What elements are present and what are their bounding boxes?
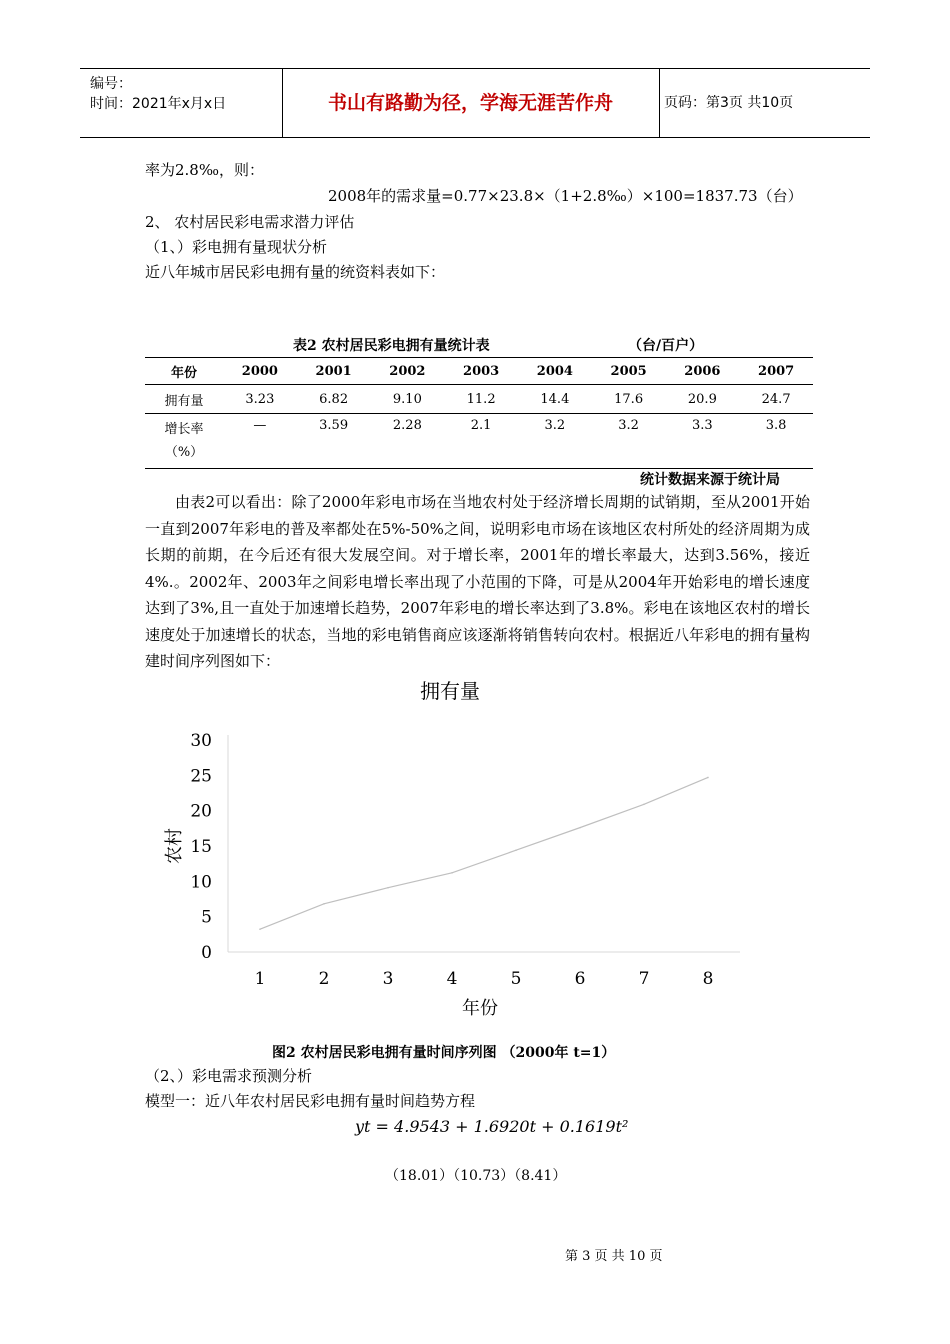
table-cell: 3.2 <box>518 414 592 469</box>
table-cell: 2.1 <box>444 414 518 469</box>
chart-title: 拥有量 <box>420 679 480 703</box>
chart-y-label: 农村 <box>164 828 185 864</box>
chart-x-ticks <box>255 969 714 989</box>
y-tick-label: 30 <box>190 731 212 751</box>
table-header-cell: 2000 <box>223 358 297 385</box>
sub-heading-2: （2、）彩电需求预测分析 <box>145 1067 313 1085</box>
data-point <box>259 928 261 930</box>
table-cell: 3.3 <box>666 414 740 469</box>
motto: 书山有路勤为径，学海无涯苦作舟 <box>282 69 660 137</box>
table-cell: — <box>223 414 297 469</box>
page-info: 页码：第3页 共10页 <box>664 95 794 111</box>
y-tick-label: 20 <box>190 801 212 822</box>
y-tick-label: 10 <box>190 872 212 893</box>
x-tick-label: 4 <box>446 969 458 989</box>
table-cell: 2.28 <box>371 414 445 469</box>
trend-equation: yt = 4.9543 + 1.6920t + 0.1619t² <box>355 1117 629 1136</box>
table-title: 表2 农村居民彩电拥有量统计表 <box>293 338 490 354</box>
table-row <box>145 414 813 469</box>
row-label-line: （%） <box>164 445 204 460</box>
t-statistics: （18.01）（10.73）（8.41） <box>385 1168 567 1184</box>
chart-x-label: 年份 <box>462 998 498 1019</box>
table-row <box>145 385 813 414</box>
formula-line: 2008年的需求量=0.77×23.8×（1+2.8‰）×100=1837.73（台） <box>328 187 803 205</box>
chart-y-ticks <box>190 731 212 963</box>
ownership-table <box>145 357 813 469</box>
data-point <box>707 777 709 779</box>
data-point <box>515 849 517 851</box>
chart-axes <box>228 735 740 952</box>
table-cell: 24.7 <box>739 385 813 414</box>
chart-series <box>259 777 709 930</box>
row-label-line: 增长率 <box>164 422 204 437</box>
table-cell: 3.23 <box>223 385 297 414</box>
table-source: 统计数据来源于统计局 <box>640 472 780 488</box>
data-point <box>323 903 325 905</box>
model-text: 模型一：近八年农村居民彩电拥有量时间趋势方程 <box>145 1092 476 1110</box>
table-cell: 20.9 <box>666 385 740 414</box>
text-line-1: 率为2.8‰，则： <box>145 161 264 179</box>
table-cell: 3.2 <box>592 414 666 469</box>
table-cell: 6.82 <box>297 385 371 414</box>
table-header-cell: 2004 <box>518 358 592 385</box>
page-footer: 第 3 页 共 10 页 <box>565 1249 663 1264</box>
table-cell: 11.2 <box>444 385 518 414</box>
table-unit: （台/百户） <box>628 338 704 354</box>
number-label: 编号： <box>90 76 132 92</box>
table-header-cell: 2002 <box>371 358 445 385</box>
time-label: 时间：2021年x月x日 <box>90 96 227 112</box>
intro-text: 近八年城市居民彩电拥有量的统资料表如下： <box>145 263 446 281</box>
x-tick-label: 2 <box>318 969 330 989</box>
series-line <box>260 777 708 929</box>
table-cell: 3.8 <box>739 414 813 469</box>
x-tick-label: 6 <box>574 969 586 989</box>
data-point <box>579 827 581 829</box>
table-header-row <box>145 358 813 385</box>
table-header-cell: 2003 <box>444 358 518 385</box>
table-header-cell: 2001 <box>297 358 371 385</box>
x-tick-label: 7 <box>638 969 650 989</box>
data-point <box>387 887 389 889</box>
sub-heading-1: （1、）彩电拥有量现状分析 <box>145 238 328 256</box>
y-tick-label: 0 <box>201 943 212 963</box>
x-tick-label: 3 <box>382 969 394 989</box>
row-label: 拥有量 <box>145 385 223 414</box>
table-cell: 17.6 <box>592 385 666 414</box>
x-tick-label: 1 <box>254 969 266 989</box>
table-cell: 3.59 <box>297 414 371 469</box>
y-tick-label: 15 <box>190 837 212 857</box>
section-heading: 2、 农村居民彩电需求潜力评估 <box>145 213 355 231</box>
y-tick-label: 25 <box>190 766 212 787</box>
data-point <box>643 804 645 806</box>
table-cell: 14.4 <box>518 385 592 414</box>
header-meta <box>80 69 283 137</box>
page-header <box>80 68 870 138</box>
table-header-cell: 2005 <box>592 358 666 385</box>
table-header-cell: 2006 <box>666 358 740 385</box>
y-tick-label: 5 <box>201 907 212 928</box>
x-tick-label: 8 <box>702 969 714 989</box>
analysis-paragraph: 由表2可以看出：除了2000年彩电市场在当地农村处于经济增长周期的试销期，至从2001开始一直到2007年彩电的普及率都处在5%-50%之间，说明彩电市场在该地区农村所处的经济周期为成长期的前期，在今后还有很大发展空间。对于增长率，2001年的增长率最大，达到3.56%，接近4%.。2002年、2003年之间彩电增长率出现了小范围的下降，可是从2004年开始彩电的增长速度达到了3%,且一直处于加速增长趋势，2007年彩电的增长率达到了3.8%。彩电在该地区农村的增长速度处于加速增长的状态，当地的彩电销售商应该逐渐将销售转向农村。根据近八年彩电的拥有量构建时间序列图如下： <box>145 493 810 670</box>
table-header-cell: 2007 <box>739 358 813 385</box>
table-header-cell: 年份 <box>145 358 223 385</box>
row-label <box>145 414 223 469</box>
data-point <box>451 872 453 874</box>
x-tick-label: 5 <box>510 969 522 989</box>
table-cell: 9.10 <box>371 385 445 414</box>
figure-caption: 图2 农村居民彩电拥有量时间序列图 （2000年 t=1） <box>272 1045 616 1061</box>
ownership-chart <box>150 670 770 1030</box>
